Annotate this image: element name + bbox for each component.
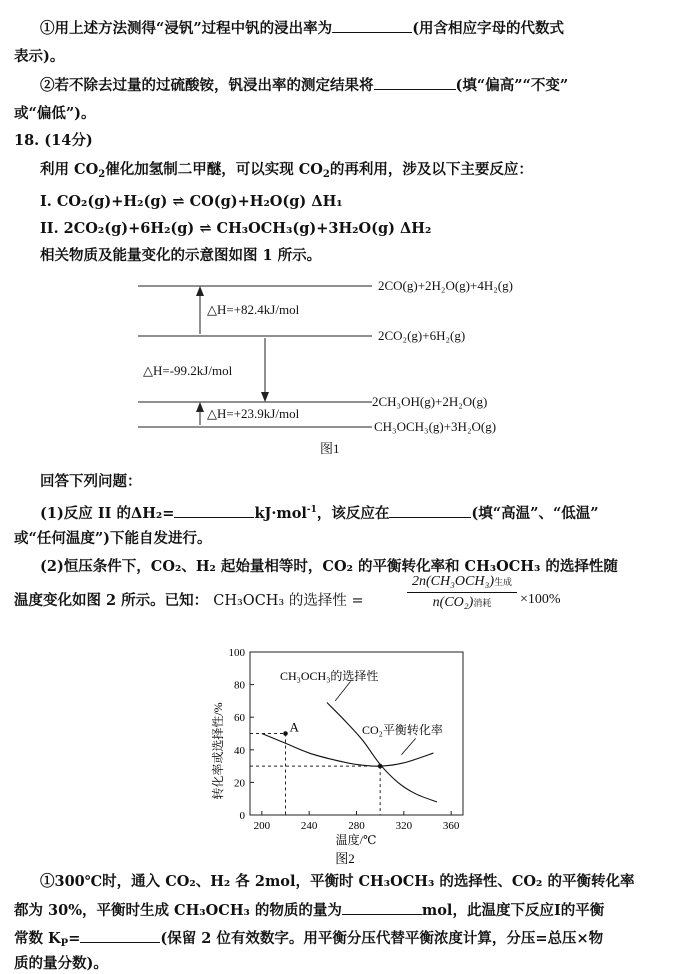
blank-temperature[interactable] [389,503,471,518]
level-label-1: 2CO(g)+2H₂O(g)+4H₂(g) [378,278,513,293]
y-tick-label: 80 [234,679,245,692]
question-2-cont [14,591,364,611]
p1-text-c: 表示)。 [14,48,65,65]
selectivity-label: CH₃OCH₃ 的选择性 = [213,593,364,609]
leader-selectivity [335,681,350,701]
formula-numerator [407,574,517,593]
p1-text-b: (用含相应字母的代数式 [412,20,565,37]
figure-2-caption: 图2 [335,851,355,866]
figure-1-energy-diagram [0,272,692,457]
x-tick-label: 320 [395,820,413,832]
numerator-text: 2n(CH₃OCH₃) [411,574,495,589]
q2-a: (2)恒压条件下，CO₂、H₂ 起始量相等时，CO₂ 的平衡转化率和 CH₃OCH₃ 的选择性随 [40,558,618,575]
figure-1-caption: 图1 [320,441,340,456]
blank-1[interactable] [332,18,412,33]
p2-text-c: 或“偏低”)。 [14,105,96,122]
q1-b: kJ·mol [254,505,307,522]
level-label-3: 2CH₃OH(g)+2H₂O(g) [372,394,488,409]
p1-text: ①用上述方法测得“浸钒”过程中钒的浸出率为 [40,20,333,37]
q1-a: (1)反应 II 的ΔH₂= [40,505,175,522]
blank-dh2[interactable] [174,503,254,518]
x-tick-label: 200 [253,820,271,832]
sub1-g: 质的量分数)。 [14,955,108,972]
selectivity-formula [407,574,517,611]
fig1-intro-text: 相关物质及能量变化的示意图如图 1 所示。 [40,247,322,264]
leader-conversion [401,738,415,754]
sub-question-1-cont [14,900,604,921]
point-A [283,731,288,736]
series-line-1 [262,734,434,767]
x-tick-label: 240 [300,820,318,832]
q1-e: 或“任何温度”)下能自发进行。 [14,530,212,547]
y-tick-label: 40 [234,744,245,757]
y-tick-label: 100 [228,647,245,659]
arrowhead-3 [196,402,204,412]
sub1-a: ①300℃时，通入 CO₂、H₂ 各 2mol，平衡时 CH₃OCH₃ 的选择性、CO₂ 的平衡转化率 [40,873,635,890]
intro-line: 利用 $CO_2$催化加氢制二甲醚，可以实现 $CO_2$的再利用，涉及以下主要反应： [40,161,533,180]
reaction-2 [40,219,431,239]
p2-text: ②若不除去过量的过硫酸铵，钒浸出率的测定结果将 [40,77,374,94]
y-tick-label: 0 [239,810,245,822]
level-label-4: CH₃OCH₃(g)+3H₂O(g) [374,419,497,434]
question-2 [40,557,618,577]
numerator-sub: 生成 [494,577,513,587]
point-intersection [378,764,383,769]
sub1-f: (保留 2 位有效数字。用平衡分压代替平衡浓度计算，分压=总压×物 [160,930,604,947]
p2-text-b: (填“偏高”“不变” [455,77,569,94]
sub-question-1-cont3 [14,954,108,974]
sub1-b: 都为 30%，平衡时生成 CH₃OCH₃ 的物质的量为 [14,902,342,919]
dh2-label: △H=-99.2kJ/mol [143,363,233,378]
series-label-selectivity: CH₃OCH₃的选择性 [280,669,379,683]
q1-d: (填“高温”、“低温” [471,505,599,522]
sub-question-1-cont2: 常数 $K_P=$ (保留 2 位有效数字。用平衡分压代替平衡浓度计算，分压=总压×物 [14,930,604,949]
intro-c: 的再利用，涉及以下主要反应： [329,161,533,178]
denominator-text: n(CO₂) [432,595,474,610]
series-line-0 [327,703,437,802]
series-label-conversion: CO₂平衡转化率 [362,723,443,737]
x-tick-label: 280 [348,820,365,832]
level-label-2: 2CO₂(g)+6H₂(g) [378,328,466,343]
formula-percent [520,592,561,608]
sub1-e: = [68,930,81,947]
question-18-heading [14,131,93,151]
x-tick-label: 360 [442,820,460,832]
para-1 [40,18,564,39]
point-label: A [289,719,299,735]
arrowhead-2 [261,392,269,402]
answer-intro-text: 回答下列问题： [40,473,142,490]
para-2-cont [14,104,96,124]
reaction-2-text: II. 2CO₂(g)+6H₂(g) ⇌ CH₃OCH₃(g)+3H₂O(g) ΔH₂ [40,220,432,237]
para-2 [40,75,568,96]
dh3-label: △H=+23.9kJ/mol [207,406,300,421]
intro-b: 催化加氢制二甲醚，可以实现 CO [105,161,323,178]
q1-c: ，该反应在 [316,505,390,522]
answer-intro [40,472,142,492]
y-tick-label: 20 [234,777,245,790]
reaction-1-text: I. CO₂(g)+H₂(g) ⇌ CO(g)+H₂O(g) ΔH₁ [40,193,343,210]
arrowhead-1 [196,286,204,296]
figure-2-chart [0,638,692,878]
sub1-d: 常数 K [14,930,61,947]
blank-moles[interactable] [342,900,422,915]
intro-a: 利用 CO [40,161,99,178]
dh1-label: △H=+82.4kJ/mol [207,302,300,317]
y-axis-label: 转化率或选择性/% [211,702,225,800]
sub-question-1 [40,872,634,892]
sub1-c: mol，此温度下反应Ⅰ的平衡 [421,902,605,919]
blank-2[interactable] [374,75,456,90]
reaction-1 [40,192,343,212]
percent-text: ×100% [520,592,561,607]
question-1-cont [14,529,212,549]
y-tick-label: 60 [234,712,245,725]
blank-kp[interactable] [80,928,160,943]
fig1-intro [40,246,321,266]
question-1: (1)反应 II 的ΔH₂= kJ·mol$^{-1}$，该反应在 (填“高温”、“低温” [40,505,599,522]
q18-label: 18. (14分) [14,132,93,149]
denominator-sub: 消耗 [473,598,492,608]
q2-b: 温度变化如图 2 所示。已知： [14,592,209,609]
para-1-cont [14,47,64,67]
x-axis-label: 温度/℃ [335,833,377,847]
formula-denominator [407,593,517,611]
